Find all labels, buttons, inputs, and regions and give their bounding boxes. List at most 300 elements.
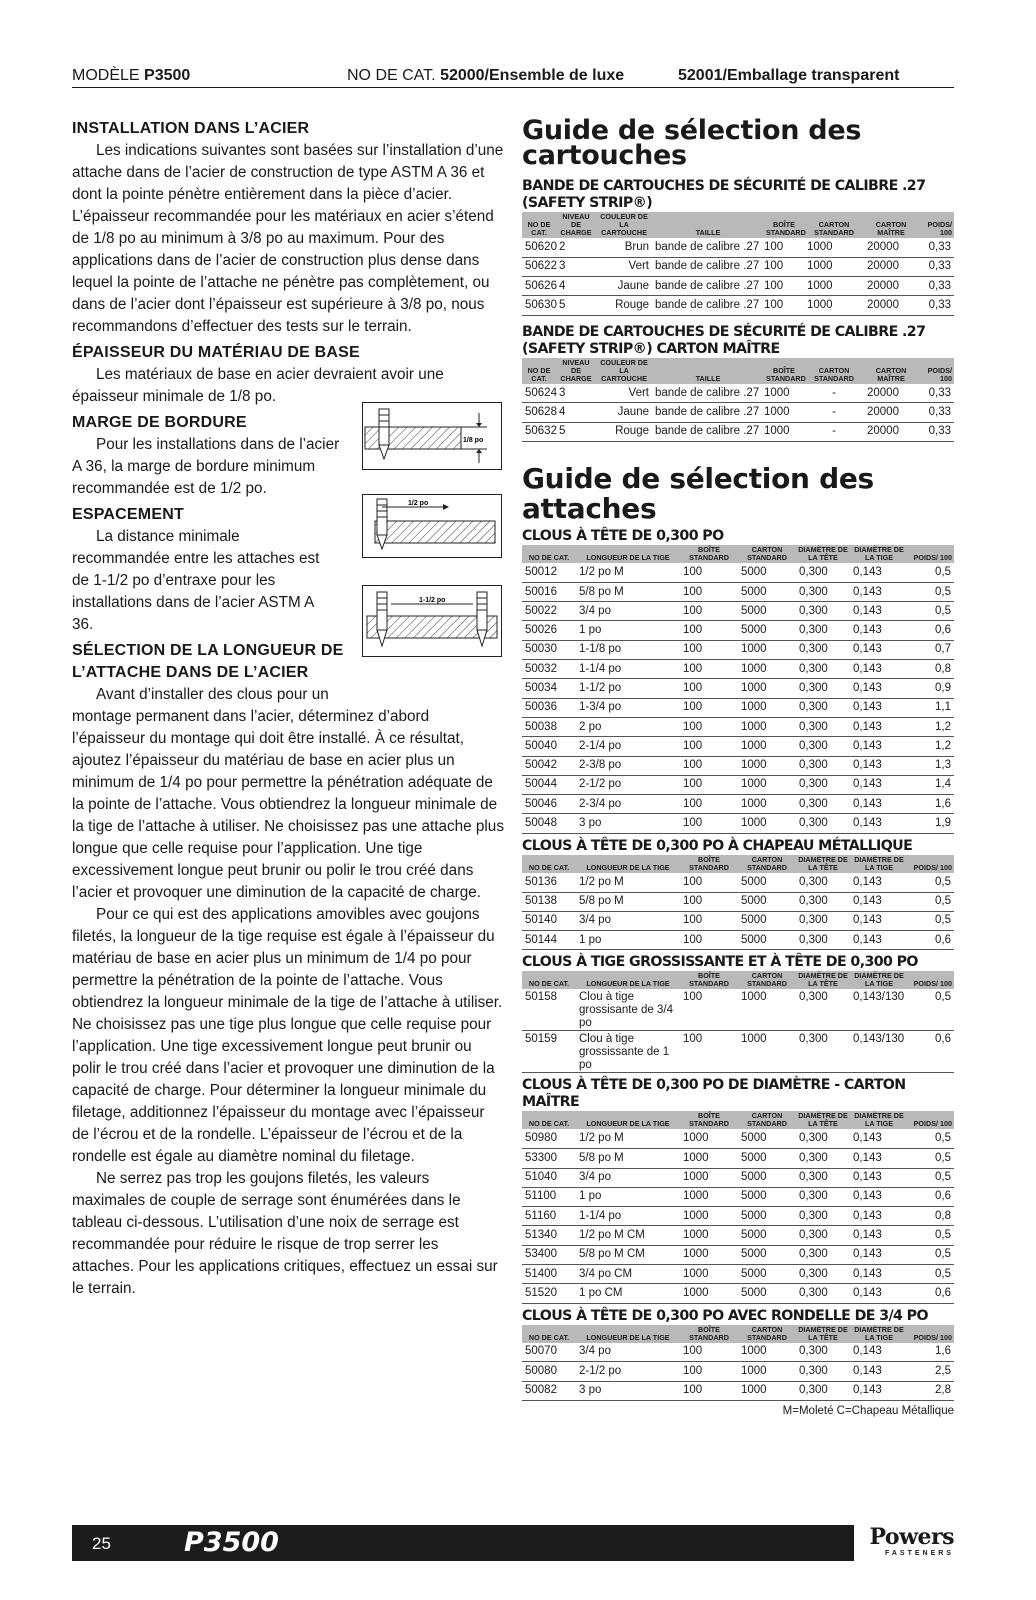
section-title: L’ATTACHE DANS DE L’ACIER (72, 664, 309, 681)
table-header-row (522, 855, 954, 873)
cell: 100 (680, 873, 738, 892)
section-title: ÉPAISSEUR DU MATÉRIAU DE BASE (72, 344, 360, 361)
cell: 20000 (864, 403, 918, 422)
column-header: COULEUR DE LA CARTOUCHE (596, 358, 652, 384)
nail-cap-table (522, 855, 954, 951)
cell: 5000 (738, 1226, 796, 1245)
table-row (522, 1343, 954, 1362)
cell: 100 (680, 1362, 738, 1381)
cell: 51160 (522, 1207, 576, 1226)
cell: 0,300 (796, 582, 850, 601)
cell: 1000 (804, 277, 864, 296)
column-header: NO DE CAT. (522, 1325, 576, 1343)
table-row (522, 602, 954, 621)
dimension-label: 1/2 po (408, 500, 429, 507)
cell: 3/4 po (576, 602, 680, 621)
cell: 0,143 (850, 660, 908, 679)
cell: 1/2 po M CM (576, 1226, 680, 1245)
cell: 5000 (738, 1187, 796, 1206)
column-header: DIAMÈTRE DE LA TIGE (850, 1111, 908, 1129)
cartridge-master-table (522, 358, 954, 442)
cell: 50070 (522, 1343, 576, 1362)
cell: 1000 (680, 1245, 738, 1264)
cell: 100 (680, 563, 738, 582)
cell: 50044 (522, 775, 576, 794)
cell: 3/4 po (576, 1343, 680, 1362)
table-title: CLOUS À TÊTE DE 0,300 PO (522, 528, 724, 545)
cell: 1000 (764, 384, 804, 403)
steel-thickness-figure (362, 402, 502, 470)
cell: 50138 (522, 892, 576, 911)
cell: 1000 (738, 660, 796, 679)
table-row (522, 1245, 954, 1264)
table-row (522, 1226, 954, 1245)
guide-title: Guide de sélection des attaches (522, 462, 874, 526)
cell: 100 (680, 756, 738, 775)
cell: 5 (556, 296, 596, 315)
cell: 1000 (738, 1362, 796, 1381)
cell: 0,300 (796, 775, 850, 794)
paragraph: Avant d’installer des clous pour un (96, 686, 329, 703)
table-row (522, 403, 954, 422)
cell: 0,9 (908, 679, 954, 698)
cell: 0,300 (796, 1343, 850, 1362)
cell: 5000 (738, 1284, 796, 1303)
cell: 0,300 (796, 563, 850, 582)
table-row (522, 238, 954, 257)
cell: 0,143 (850, 1226, 908, 1245)
cell: Clou à tige grossisante de 3/4 po (576, 989, 680, 1031)
column-header: POIDS/ 100 (918, 358, 954, 384)
table-header-row (522, 1325, 954, 1343)
column-header: BOÎTE STANDARD (764, 358, 804, 384)
table-row (522, 814, 954, 833)
cell: 50980 (522, 1129, 576, 1148)
cell: 51100 (522, 1187, 576, 1206)
nail-table (522, 545, 954, 834)
cell: 0,143 (850, 1245, 908, 1264)
cell: 0,300 (796, 1381, 850, 1400)
edge-distance-figure (362, 494, 502, 558)
cell: 50624 (522, 384, 556, 403)
cell: 0,300 (796, 1031, 850, 1073)
paragraph: La distance minimale recommandée entre les attaches est de 1-1/2 po d’entraxe pour les installations dans de l’acier ASTM A 36. (72, 528, 320, 633)
column-header: LONGUEUR DE LA TIGE (576, 545, 680, 563)
cell: 0,6 (908, 1187, 954, 1206)
cell: 0,300 (796, 660, 850, 679)
cell: 1000 (680, 1168, 738, 1187)
cell: 0,300 (796, 1168, 850, 1187)
cell: bande de calibre .27 (652, 403, 764, 422)
column-header: DIAMÈTRE DE LA TIGE (850, 855, 908, 873)
table-row (522, 717, 954, 736)
column-header: POIDS/ 100 (908, 855, 954, 873)
cell: 1 po (576, 931, 680, 950)
cell: 0,143 (850, 892, 908, 911)
page-number: 25 (92, 1534, 111, 1553)
cell: 0,300 (796, 756, 850, 775)
cell: 100 (680, 989, 738, 1031)
cell: 0,300 (796, 602, 850, 621)
cell: 5000 (738, 621, 796, 640)
cell: 5000 (738, 873, 796, 892)
table-row (522, 679, 954, 698)
cell: 0,5 (908, 1226, 954, 1245)
cell: bande de calibre .27 (652, 384, 764, 403)
cell: 0,300 (796, 795, 850, 814)
cell: Jaune (596, 277, 652, 296)
cell: 5000 (738, 1245, 796, 1264)
column-header: BOÎTE STANDARD (680, 855, 738, 873)
cell: 20000 (864, 384, 918, 403)
table-row (522, 989, 954, 1031)
column-header: BOÎTE STANDARD (764, 212, 804, 238)
cell: 1000 (680, 1284, 738, 1303)
cell: 3 po (576, 814, 680, 833)
cell: 0,8 (908, 660, 954, 679)
column-header: LONGUEUR DE LA TIGE (576, 855, 680, 873)
cell: 0,143 (850, 563, 908, 582)
guide-title: Guide de sélection des cartouches (522, 115, 862, 171)
cell: 3/4 po CM (576, 1265, 680, 1284)
paragraph: Les indications suivantes sont basées sur l’installation d’une attache dans de l’acier de construction de type ASTM A 36 et dont la pointe pénètre entièrement dans la pièce d’acier. L’épaisseur recommandée pour les matériaux en acier s’étend de 1/8 po au minimum à 3/8 po au maximum. Pour des applications dans de l’acier de construction plus dense dans lequel la pointe de l’attache ne pénètre pas complètement, ou dans de l’acier dont l’épaisseur est supérieure à 3/8 po, nous recommandons d’effectuer des tests sur le terrain. (72, 142, 504, 335)
column-header: POIDS/ 100 (908, 545, 954, 563)
cell: 50016 (522, 582, 576, 601)
cell: 50080 (522, 1362, 576, 1381)
table-header-row (522, 545, 954, 563)
table-row (522, 1381, 954, 1400)
table-row (522, 422, 954, 441)
column-header: DIAMÈTRE DE LA TIGE (850, 971, 908, 989)
cell: 1000 (680, 1265, 738, 1284)
cell: 2-1/2 po (576, 775, 680, 794)
cell: bande de calibre .27 (652, 277, 764, 296)
table-row (522, 931, 954, 950)
cell: 2-1/2 po (576, 1362, 680, 1381)
cell: 0,143 (850, 1284, 908, 1303)
nail-in-steel-diagram (363, 403, 501, 469)
cell: 100 (764, 238, 804, 257)
cell: bande de calibre .27 (652, 422, 764, 441)
cell: 0,300 (796, 717, 850, 736)
cell: 50140 (522, 911, 576, 930)
cell: 0,6 (908, 931, 954, 950)
cell: 0,5 (908, 1168, 954, 1187)
table-row (522, 1284, 954, 1303)
cell: 100 (680, 1343, 738, 1362)
column-header: NO DE CAT. (522, 1111, 576, 1129)
cell: 100 (680, 892, 738, 911)
model-label: MODÈLE P3500 (72, 67, 191, 84)
cell: 50030 (522, 640, 576, 659)
cell: Rouge (596, 296, 652, 315)
cell: 0,5 (908, 582, 954, 601)
cell: 0,143 (850, 621, 908, 640)
section-title: MARGE DE BORDURE (72, 414, 247, 431)
cell: 4 (556, 277, 596, 296)
cell: 1 po (576, 1187, 680, 1206)
cell: 1,9 (908, 814, 954, 833)
cell: 5000 (738, 582, 796, 601)
column-header: NO DE CAT. (522, 212, 556, 238)
cell: Vert (596, 257, 652, 276)
cell: 1,3 (908, 756, 954, 775)
cell: 50032 (522, 660, 576, 679)
cell: 0,143 (850, 1207, 908, 1226)
cell: - (804, 384, 864, 403)
table-title: CLOUS À TIGE GROSSISSANTE ET À TÊTE DE 0,300 PO (522, 954, 918, 971)
cell: 50038 (522, 717, 576, 736)
cell: 0,300 (796, 1129, 850, 1148)
cell: 0,300 (796, 1362, 850, 1381)
column-header: DIAMÈTRE DE LA TIGE (850, 1325, 908, 1343)
cell: 2-3/8 po (576, 756, 680, 775)
cell: 0,300 (796, 621, 850, 640)
cell: 1000 (738, 1343, 796, 1362)
cell: 1000 (680, 1129, 738, 1148)
cell: 0,143 (850, 1187, 908, 1206)
cell: 0,300 (796, 1265, 850, 1284)
cell: 1000 (680, 1187, 738, 1206)
cell: 20000 (864, 296, 918, 315)
cell: 51520 (522, 1284, 576, 1303)
cell: 50628 (522, 403, 556, 422)
page-footer (72, 1525, 954, 1561)
cell: 50632 (522, 422, 556, 441)
table-row (522, 775, 954, 794)
table-row (522, 1362, 954, 1381)
cell: 1000 (738, 814, 796, 833)
cell: 1-1/2 po (576, 679, 680, 698)
table-row (522, 640, 954, 659)
cell: 0,300 (796, 873, 850, 892)
cell: 5000 (738, 1207, 796, 1226)
cell: 0,300 (796, 892, 850, 911)
column-header: TAILLE (652, 358, 764, 384)
cell: Brun (596, 238, 652, 257)
table-header-row (522, 1111, 954, 1129)
cell: 50040 (522, 737, 576, 756)
column-header: LONGUEUR DE LA TIGE (576, 1111, 680, 1129)
cell: 0,8 (908, 1207, 954, 1226)
cell: 0,143 (850, 756, 908, 775)
cell: 1000 (738, 1031, 796, 1073)
cell: 0,33 (918, 384, 954, 403)
table-header-row (522, 212, 954, 238)
footer-bar (72, 1525, 854, 1561)
spacing-figure (362, 585, 502, 657)
cell: 1000 (680, 1226, 738, 1245)
cell: 5000 (738, 1168, 796, 1187)
table-row (522, 698, 954, 717)
cell: 1 po CM (576, 1284, 680, 1303)
column-header: DIAMÈTRE DE LA TÊTE (796, 855, 850, 873)
table-row (522, 257, 954, 276)
cell: 0,143 (850, 1149, 908, 1168)
cell: 0,300 (796, 1187, 850, 1206)
column-header: BOÎTE STANDARD (680, 545, 738, 563)
column-header: CARTON STANDARD (738, 545, 796, 563)
cell: 1000 (680, 1149, 738, 1168)
cell: 5000 (738, 911, 796, 930)
cell: 5000 (738, 1265, 796, 1284)
cell: 5/8 po M CM (576, 1245, 680, 1264)
column-header: CARTON MAÎTRE (864, 358, 918, 384)
column-header: POIDS/ 100 (908, 1111, 954, 1129)
edge-distance-diagram (363, 495, 501, 557)
cell: 5000 (738, 602, 796, 621)
cell: bande de calibre .27 (652, 296, 764, 315)
cell: 1000 (738, 795, 796, 814)
column-header: LONGUEUR DE LA TIGE (576, 1325, 680, 1343)
cell: 50622 (522, 257, 556, 276)
cell: 100 (680, 911, 738, 930)
cell: 0,300 (796, 698, 850, 717)
cell: 0,143 (850, 911, 908, 930)
cell: 20000 (864, 422, 918, 441)
cell: 1,1 (908, 698, 954, 717)
cell: 5000 (738, 563, 796, 582)
cell: - (804, 422, 864, 441)
table-title: CLOUS À TÊTE DE 0,300 PO DE DIAMÈTRE - CARTON MAÎTRE (522, 1077, 906, 1111)
cell: 1000 (738, 1381, 796, 1400)
cartridge-table (522, 212, 954, 316)
cell: 0,143 (850, 582, 908, 601)
cell: 100 (680, 698, 738, 717)
catalog-label-2: 52001/Emballage transparent (678, 67, 900, 84)
cell: 0,143 (850, 679, 908, 698)
cell: 1000 (738, 717, 796, 736)
cell: 51040 (522, 1168, 576, 1187)
table-row (522, 1187, 954, 1206)
cell: 50630 (522, 296, 556, 315)
column-header: CARTON STANDARD (738, 855, 796, 873)
cell: 0,143 (850, 1129, 908, 1148)
cell: 0,143/130 (850, 989, 908, 1031)
column-header: NO DE CAT. (522, 855, 576, 873)
cell: Rouge (596, 422, 652, 441)
table-row (522, 384, 954, 403)
section-title: INSTALLATION DANS L’ACIER (72, 120, 310, 137)
table-row (522, 1207, 954, 1226)
column-header: CARTON MAÎTRE (864, 212, 918, 238)
column-header: POIDS/ 100 (908, 1325, 954, 1343)
cell: 50136 (522, 873, 576, 892)
column-header: DIAMÈTRE DE LA TÊTE (796, 545, 850, 563)
table-row (522, 582, 954, 601)
cell: 50620 (522, 238, 556, 257)
cell: 0,33 (918, 257, 954, 276)
cell: 5/8 po M (576, 582, 680, 601)
column-header: TAILLE (652, 212, 764, 238)
cell: 0,143 (850, 931, 908, 950)
footer-model: P3500 (184, 1527, 279, 1558)
cell: 2,5 (908, 1362, 954, 1381)
cell: 0,5 (908, 873, 954, 892)
cell: 0,143 (850, 1343, 908, 1362)
cell: 0,143 (850, 698, 908, 717)
cell: 50626 (522, 277, 556, 296)
cell: 50158 (522, 989, 576, 1031)
cell: 0,6 (908, 621, 954, 640)
cell: 53400 (522, 1245, 576, 1264)
cell: 2 (556, 238, 596, 257)
cell: 3 po (576, 1381, 680, 1400)
cell: 50159 (522, 1031, 576, 1073)
cell: 1/2 po M (576, 1129, 680, 1148)
cell: 0,5 (908, 989, 954, 1031)
cell: 0,143 (850, 795, 908, 814)
cell: 0,33 (918, 403, 954, 422)
cell: 0,300 (796, 1149, 850, 1168)
dimension-label: 1-1/2 po (419, 597, 446, 604)
column-header: POIDS/ 100 (908, 971, 954, 989)
cell: 1,4 (908, 775, 954, 794)
column-header: COULEUR DE LA CARTOUCHE (596, 212, 652, 238)
table-row (522, 795, 954, 814)
paragraph: Pour ce qui est des applications amovibles avec goujons filetés, la longueur de la tige requise est égale à l’épaisseur du matériau de base en acier plus un minimum de 1/4 po pour permettre la pénétration de la pointe de l’attache. Vous obtiendrez la longueur minimale de la tige de l’attache à utiliser. Ne choisissez pas une tige plus longue que celle requise pour l’application. Une tige excessivement longue peut brunir ou polir le trou créé dans l’acier et provoquer une diminution de la capacité de charge. Pour déterminer la longueur minimale du filetage, additionnez l’épaisseur du montage avec l’épaisseur de l’écrou et de la rondelle. L’épaisseur de l’écrou et de la rondelle est égale au diamètre nominal du filetage. (72, 906, 503, 1165)
column-header: NIVEAU DE CHARGE (556, 212, 596, 238)
cell: 100 (680, 775, 738, 794)
cell: 1 po (576, 621, 680, 640)
column-header: BOÎTE STANDARD (680, 971, 738, 989)
table-row (522, 660, 954, 679)
cell: 50026 (522, 621, 576, 640)
table-row (522, 1149, 954, 1168)
table-title: BANDE DE CARTOUCHES DE SÉCURITÉ DE CALIBRE .27 (SAFETY STRIP®) (522, 178, 926, 211)
cell: 0,143 (850, 775, 908, 794)
column-header: CARTON STANDARD (804, 358, 864, 384)
cell: 100 (680, 717, 738, 736)
cell: 5000 (738, 892, 796, 911)
table-title: CLOUS À TÊTE DE 0,300 PO AVEC RONDELLE DE 3/4 PO (522, 1307, 928, 1324)
cell: 0,143 (850, 717, 908, 736)
cell: 1000 (764, 403, 804, 422)
table-row (522, 737, 954, 756)
table-row (522, 563, 954, 582)
dimension-label: 1/8 po (463, 437, 484, 444)
cell: 0,300 (796, 911, 850, 930)
cell: 0,6 (908, 1031, 954, 1073)
cell: 0,33 (918, 277, 954, 296)
cell: 1000 (738, 640, 796, 659)
table-title: CLOUS À TÊTE DE 0,300 PO À CHAPEAU MÉTALLIQUE (522, 837, 913, 854)
cell: 1000 (680, 1207, 738, 1226)
column-header: LONGUEUR DE LA TIGE (576, 971, 680, 989)
cell: 50082 (522, 1381, 576, 1400)
legend-note: M=Moleté C=Chapeau Métallique (782, 1404, 954, 1417)
cell: 1000 (738, 737, 796, 756)
cell: 2 po (576, 717, 680, 736)
column-header: NIVEAU DE CHARGE (556, 358, 596, 384)
powers-logo: Powers FASTENERS (869, 1524, 954, 1557)
cell: 0,5 (908, 1129, 954, 1148)
cell: 1000 (738, 775, 796, 794)
table-row (522, 1265, 954, 1284)
cell: 3/4 po (576, 1168, 680, 1187)
cell: 5 (556, 422, 596, 441)
table-row (522, 756, 954, 775)
cell: 100 (680, 602, 738, 621)
column-header: CARTON STANDARD (804, 212, 864, 238)
table-row (522, 1129, 954, 1148)
cell: 3 (556, 384, 596, 403)
cell: 50012 (522, 563, 576, 582)
selection-guide-column (522, 115, 954, 1417)
cell: 1000 (804, 238, 864, 257)
cell: 100 (764, 257, 804, 276)
cell: 1000 (738, 679, 796, 698)
